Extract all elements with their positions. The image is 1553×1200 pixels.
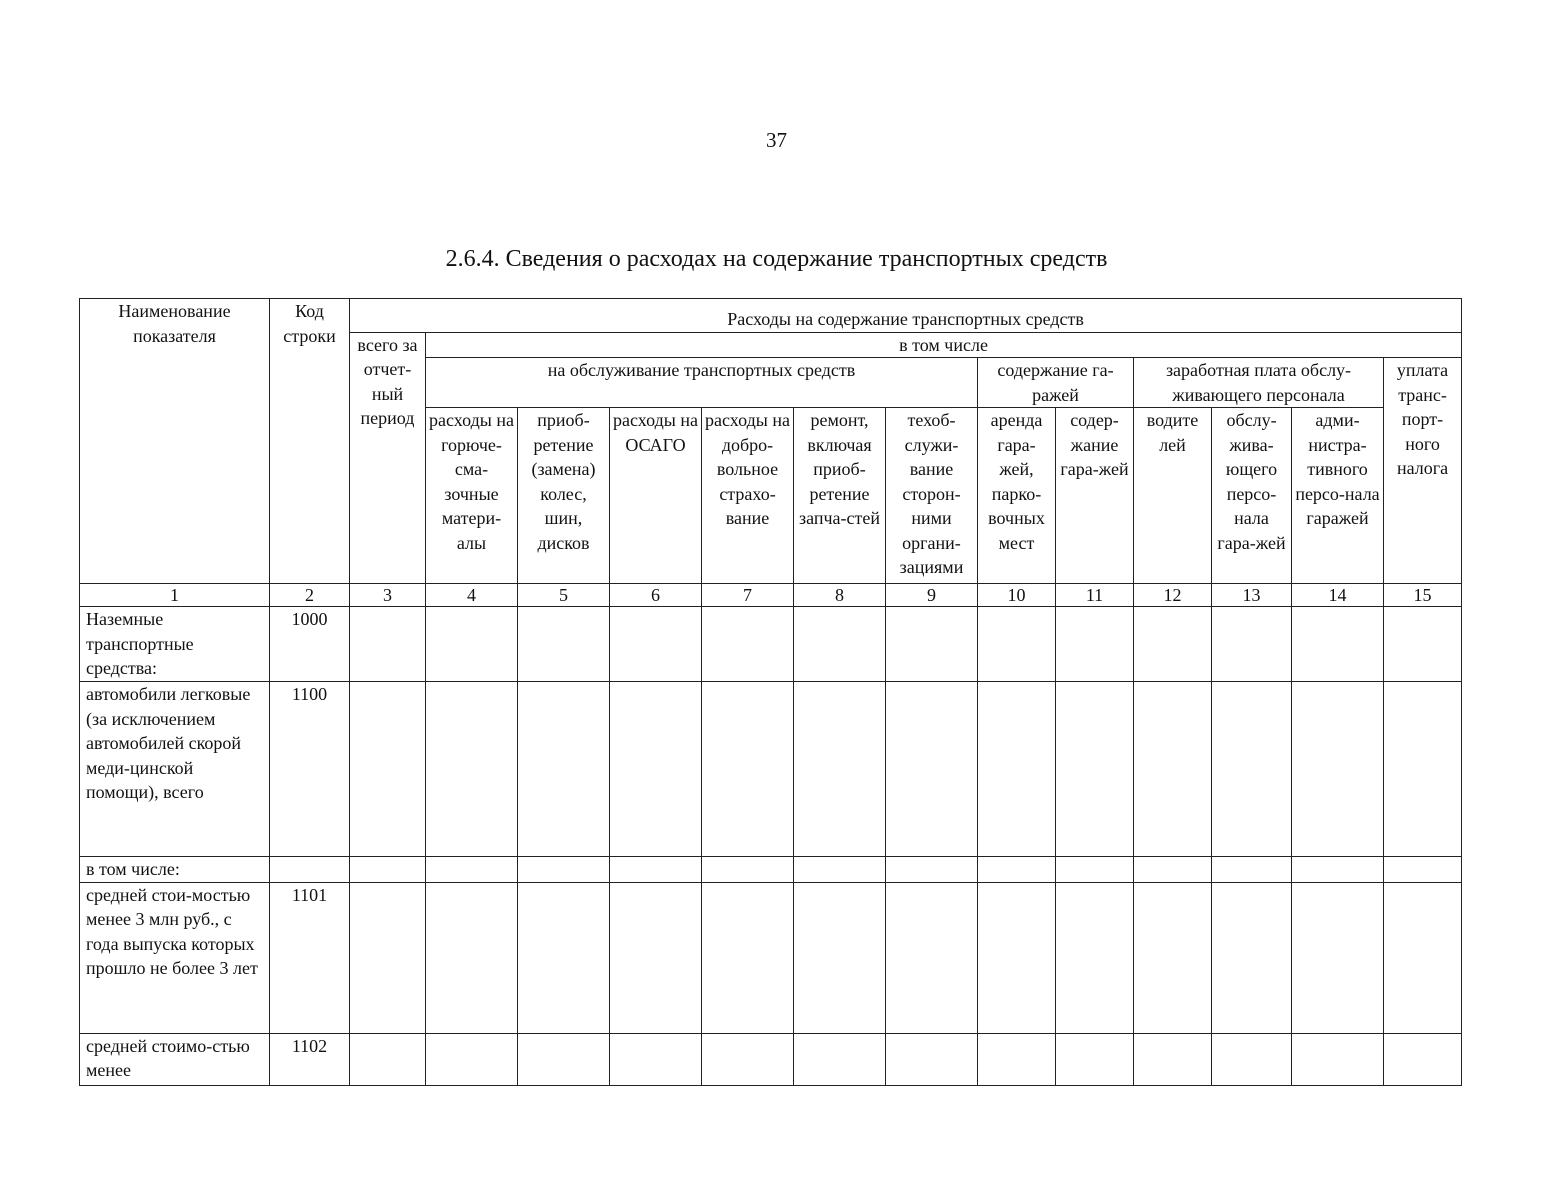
column-numbers-row (80, 584, 1462, 607)
col-number: 14 (1292, 584, 1384, 607)
col-number: 15 (1384, 584, 1462, 607)
header-expenses-group: Расходы на содержание транспортных средств (350, 299, 1462, 333)
header-maintenance: техоб-служи-вание сторон-ними органи-зациями (886, 408, 978, 584)
col-number: 2 (270, 584, 350, 607)
expenses-table (79, 298, 1462, 1086)
header-drivers: водите лей (1134, 408, 1212, 584)
section-title: 2.6.4. Сведения о расходах на содержание транспортных средств (445, 246, 1108, 272)
col-number: 4 (426, 584, 518, 607)
col-number: 11 (1056, 584, 1134, 607)
header-garage-upkeep: содер-жание гара-жей (1056, 408, 1134, 584)
row-code: 1000 (270, 607, 350, 682)
header-code: Код строки (270, 299, 350, 584)
header-admin-staff: адми-нистра-тивного персо-нала гаражей (1292, 408, 1384, 584)
col-number: 5 (518, 584, 610, 607)
header-fuel: расходы на горюче-сма-зочные матери-алы (426, 408, 518, 584)
header-garage-staff: обслу-жива-ющего персо-нала гара-жей (1212, 408, 1292, 584)
col-number: 6 (610, 584, 702, 607)
col-number: 8 (794, 584, 886, 607)
page-number: 37 (766, 128, 787, 152)
row-code (270, 857, 350, 883)
header-garage-group: содержание га-ражей (978, 358, 1134, 408)
table-row (80, 1033, 1462, 1085)
col-number: 12 (1134, 584, 1212, 607)
header-repair: ремонт, включая приоб-ретение запча-стей (794, 408, 886, 584)
col-number: 7 (702, 584, 794, 607)
col-number: 13 (1212, 584, 1292, 607)
row-code: 1101 (270, 882, 350, 1033)
header-including: в том числе (426, 332, 1462, 358)
table-row (80, 857, 1462, 883)
row-name: автомобили легковые (за исключением автомобилей скорой меди-цинской помощи), всего (80, 682, 270, 857)
header-salary-group: заработная плата обслу-живающего персонала (1134, 358, 1384, 408)
row-code: 1102 (270, 1033, 350, 1085)
row-code: 1100 (270, 682, 350, 857)
header-osago: расходы на ОСАГО (610, 408, 702, 584)
header-name: Наименование показателя (80, 299, 270, 584)
row-name: средней стоимо-стью менее (80, 1033, 270, 1085)
header-garage-rent: аренда гара-жей, парко-вочных мест (978, 408, 1056, 584)
table-row (80, 607, 1462, 682)
row-name: в том числе: (80, 857, 270, 883)
col-number: 10 (978, 584, 1056, 607)
header-transport-tax: уплата транс-порт-ного налога (1384, 358, 1462, 584)
header-voluntary-insurance: расходы на добро-вольное страхо-вание (702, 408, 794, 584)
table-row (80, 682, 1462, 857)
header-service-group: на обслуживание транспортных средств (426, 358, 978, 408)
table-row (80, 882, 1462, 1033)
header-tires: приоб-ретение (замена) колес, шин, дисков (518, 408, 610, 584)
header-total: всего за отчет-ный период (350, 332, 426, 584)
row-name: Наземные транспортные средства: (80, 607, 270, 682)
col-number: 3 (350, 584, 426, 607)
col-number: 1 (80, 584, 270, 607)
row-name: средней стои-мостью менее 3 млн руб., с года выпуска которых прошло не более 3 лет (80, 882, 270, 1033)
col-number: 9 (886, 584, 978, 607)
